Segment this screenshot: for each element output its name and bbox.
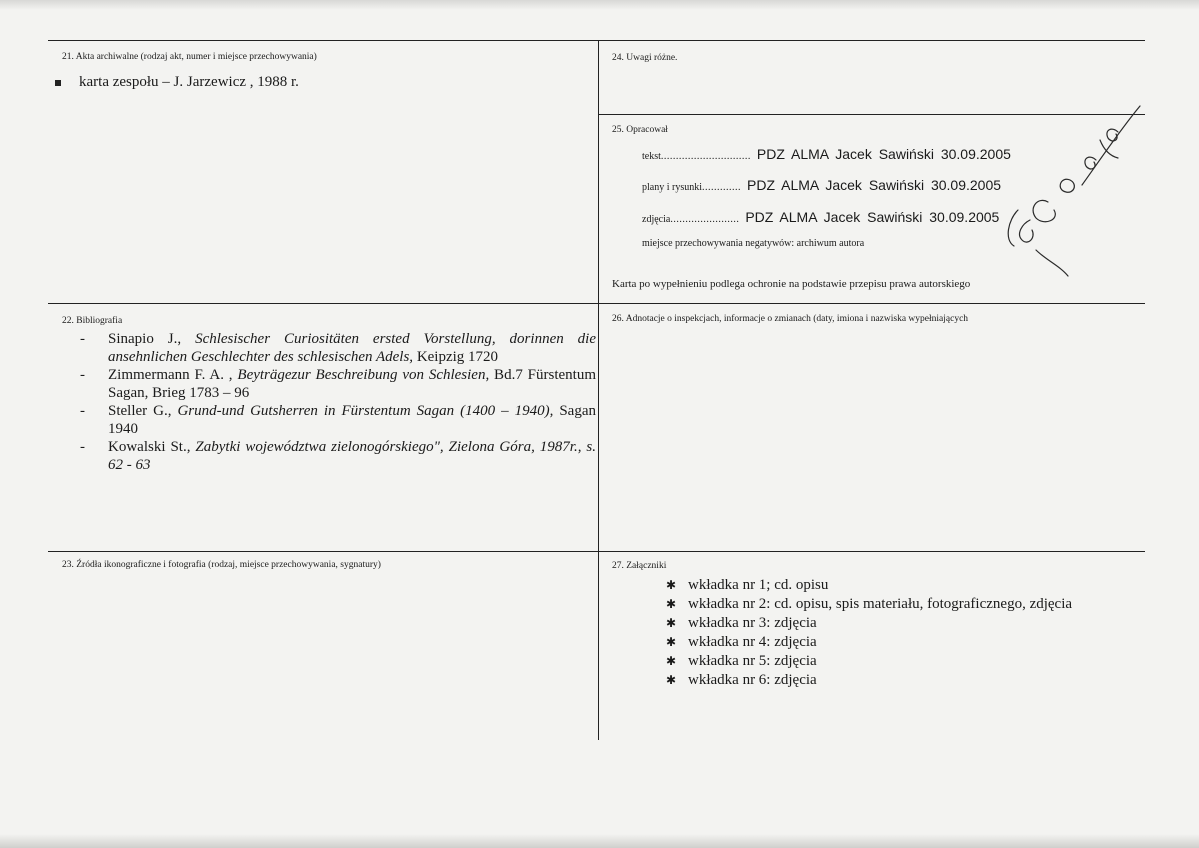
prepared-photos-value: PDZ ALMA Jacek Sawiński 30.09.2005 — [745, 209, 1000, 225]
asterisk-bullet-icon: ✱ — [666, 673, 677, 687]
archival-record-text: karta zespołu – J. Jarzewicz , 1988 r. — [79, 74, 299, 90]
section-24-label: 24. Uwagi różne. — [612, 53, 678, 63]
attachments-list — [666, 576, 1072, 690]
attachment-item: ✱ wkładka nr 2: cd. opisu, spis materiału, fotograficznego, zdjęcia — [666, 596, 1073, 612]
attachment-item: ✱ wkładka nr 1; cd. opisu — [666, 577, 829, 593]
asterisk-bullet-icon: ✱ — [666, 654, 677, 668]
attachment-item: ✱ wkładka nr 3: zdjęcia — [666, 615, 817, 631]
asterisk-bullet-icon: ✱ — [666, 578, 677, 592]
asterisk-bullet-icon: ✱ — [666, 616, 677, 630]
bibliography-entry: - Sinapio J., Schlesischer Curiositäten ersted Vorstellung, dorinnen die ansehnlichen Geschlechter des schlesischen Adels, Keipzig 1720 — [80, 331, 596, 365]
rule-row2 — [48, 303, 1145, 304]
negatives-location-note: miejsce przechowywania negatywów: archiwum autora — [642, 238, 865, 249]
dot-leader: .............................. — [660, 151, 751, 162]
dash-bullet-icon: - — [80, 331, 85, 347]
asterisk-bullet-icon: ✱ — [666, 597, 677, 611]
square-bullet-icon — [55, 80, 61, 86]
prepared-photos-label: zdjęcia — [642, 214, 671, 225]
dash-bullet-icon: - — [80, 439, 85, 455]
archival-record-item — [55, 74, 299, 91]
section-26-label: 26. Adnotacje o inspekcjach, informacje o zmianach (daty, imiona i nazwiska wypełniających — [612, 314, 969, 324]
scan-edge-bottom — [0, 834, 1199, 848]
bibliography-entry: - Steller G., Grund-und Gutsherren in Fürstentum Sagan (1400 – 1940), Sagan 1940 — [80, 403, 596, 437]
attachment-item: ✱ wkładka nr 6: zdjęcia — [666, 672, 817, 688]
prepared-plans-label: plany i rysunki — [642, 182, 702, 193]
prepared-plans-value: PDZ ALMA Jacek Sawiński 30.09.2005 — [747, 177, 1002, 193]
section-27-label: 27. Załączniki — [612, 561, 667, 571]
section-21-label: 21. Akta archiwalne (rodzaj akt, numer i miejsce przechowywania) — [62, 52, 317, 62]
bibliography-entry: - Kowalski St., Zabytki województwa zielonogórskiego", Zielona Góra, 1987r., s. 62 - 63 — [80, 439, 596, 473]
prepared-photos-row — [642, 209, 999, 225]
copyright-note: Karta po wypełnieniu podlega ochronie na podstawie przepisu prawa autorskiego — [612, 278, 971, 290]
dot-leader: ....................... — [670, 214, 740, 225]
section-23-label: 23. Źródła ikonograficzne i fotografia (rodzaj, miejsce przechowywania, sygnatury) — [62, 560, 381, 570]
scan-edge-top — [0, 0, 1199, 10]
top-rule — [48, 40, 1145, 41]
bibliography-list — [80, 330, 596, 474]
rule-row3 — [48, 551, 1145, 552]
dash-bullet-icon: - — [80, 367, 85, 383]
prepared-text-value: PDZ ALMA Jacek Sawiński 30.09.2005 — [756, 146, 1011, 162]
center-divider — [598, 40, 599, 740]
attachment-item: ✱ wkładka nr 5: zdjęcia — [666, 653, 817, 669]
dash-bullet-icon: - — [80, 403, 85, 419]
bibliography-entry: - Zimmermann F. A. , Beyträgezur Beschreibung von Schlesien, Bd.7 Fürstentum Sagan, Brieg 1783 – 96 — [80, 367, 596, 401]
prepared-plans-row — [642, 177, 1001, 193]
prepared-text-row — [642, 146, 1011, 162]
attachment-item: ✱ wkładka nr 4: zdjęcia — [666, 634, 817, 650]
prepared-text-label: tekst — [642, 151, 661, 162]
handwritten-signature — [1000, 100, 1150, 280]
asterisk-bullet-icon: ✱ — [666, 635, 677, 649]
section-22-label: 22. Bibliografia — [62, 316, 123, 326]
dot-leader: ............. — [702, 182, 741, 193]
section-25-label: 25. Opracował — [612, 125, 668, 135]
